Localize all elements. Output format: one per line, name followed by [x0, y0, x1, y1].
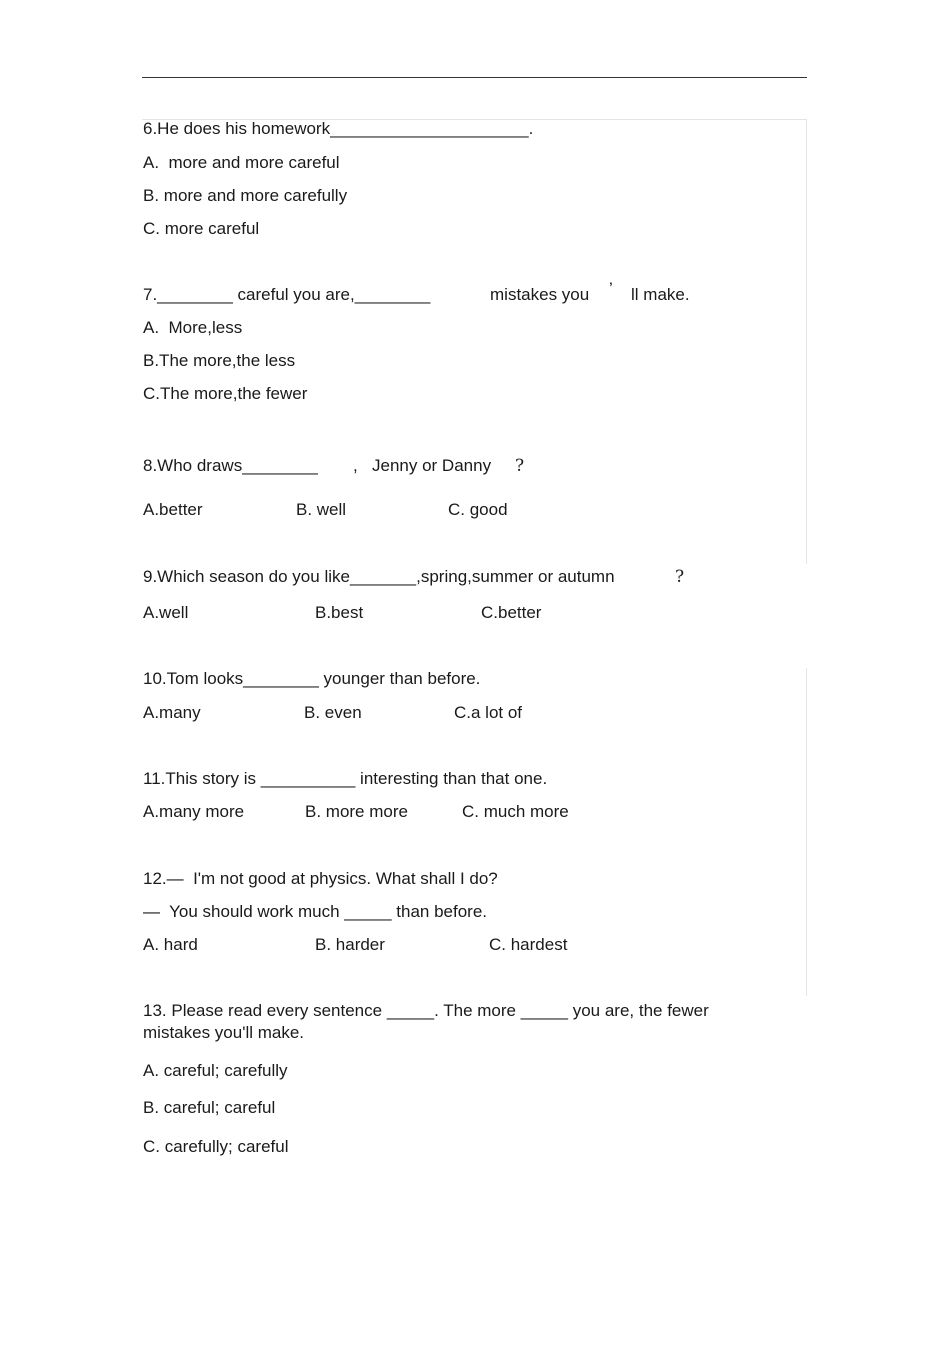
question-8-stem-comma: ,: [353, 456, 358, 475]
frame-line-right-lower: [806, 668, 807, 996]
question-10-option-b: B. even: [304, 703, 362, 722]
question-7-stem-mid: mistakes you: [490, 285, 590, 304]
frame-line-right-upper: [806, 119, 807, 564]
question-8-stem-main: 8.Who draws________: [143, 456, 318, 475]
question-6-stem: 6.He does his homework_____________________.: [143, 119, 534, 138]
question-8-option-b: B. well: [296, 500, 347, 519]
question-10-option-c: C.a lot of: [454, 703, 523, 722]
question-9-stem-main: 9.Which season do you like_______,spring,summer or autumn: [143, 567, 615, 586]
question-6-option-c: C. more careful: [143, 219, 260, 238]
question-13-stem: 13. Please read every sentence _____. The more _____ you are, the fewer mistakes you'll make.: [143, 1001, 709, 1042]
question-7-option-a: A. More,less: [143, 318, 243, 337]
header-rule: [142, 77, 807, 78]
question-6-option-a: A. more and more careful: [143, 153, 340, 172]
question-12-option-c: C. hardest: [489, 935, 568, 954]
question-12-option-b: B. harder: [315, 935, 385, 954]
question-8-option-a: A.better: [143, 500, 203, 519]
question-9-option-a: A.well: [143, 603, 189, 622]
question-7-stem-start: 7.________ careful you are,________: [143, 285, 431, 304]
question-6-option-b: B. more and more carefully: [143, 186, 348, 205]
question-11-stem: 11.This story is __________ interesting than that one.: [143, 769, 548, 788]
question-9-option-b: B.best: [315, 603, 364, 622]
question-10-option-a: A.many: [143, 703, 201, 722]
question-12-stem: 12.— I'm not good at physics. What shall I do?: [143, 869, 498, 888]
question-13-option-a: A. careful; carefully: [143, 1061, 288, 1080]
question-12-stem-reply: — You should work much _____ than before.: [143, 902, 488, 921]
question-8-stem-choices: Jenny or Danny: [372, 456, 492, 475]
question-13-option-c: C. carefully; careful: [143, 1137, 289, 1156]
question-10-stem: 10.Tom looks________ younger than before.: [143, 669, 481, 688]
question-11-option-b: B. more more: [305, 802, 408, 821]
question-13-option-b: B. careful; careful: [143, 1098, 276, 1117]
question-12-option-a: A. hard: [143, 935, 198, 954]
question-11-option-c: C. much more: [462, 802, 569, 821]
question-7-stem-end: ll make.: [631, 285, 690, 304]
question-9-option-c: C.better: [481, 603, 542, 622]
question-11-option-a: A.many more: [143, 802, 245, 821]
question-9-stem-question-mark: ?: [675, 567, 685, 587]
question-7-stem-apostrophe: ’: [609, 279, 613, 298]
question-8-stem-question-mark: ?: [515, 456, 525, 476]
question-7-option-c: C.The more,the fewer: [143, 384, 308, 403]
question-7-option-b: B.The more,the less: [143, 351, 296, 370]
question-8-option-c: C. good: [448, 500, 508, 519]
